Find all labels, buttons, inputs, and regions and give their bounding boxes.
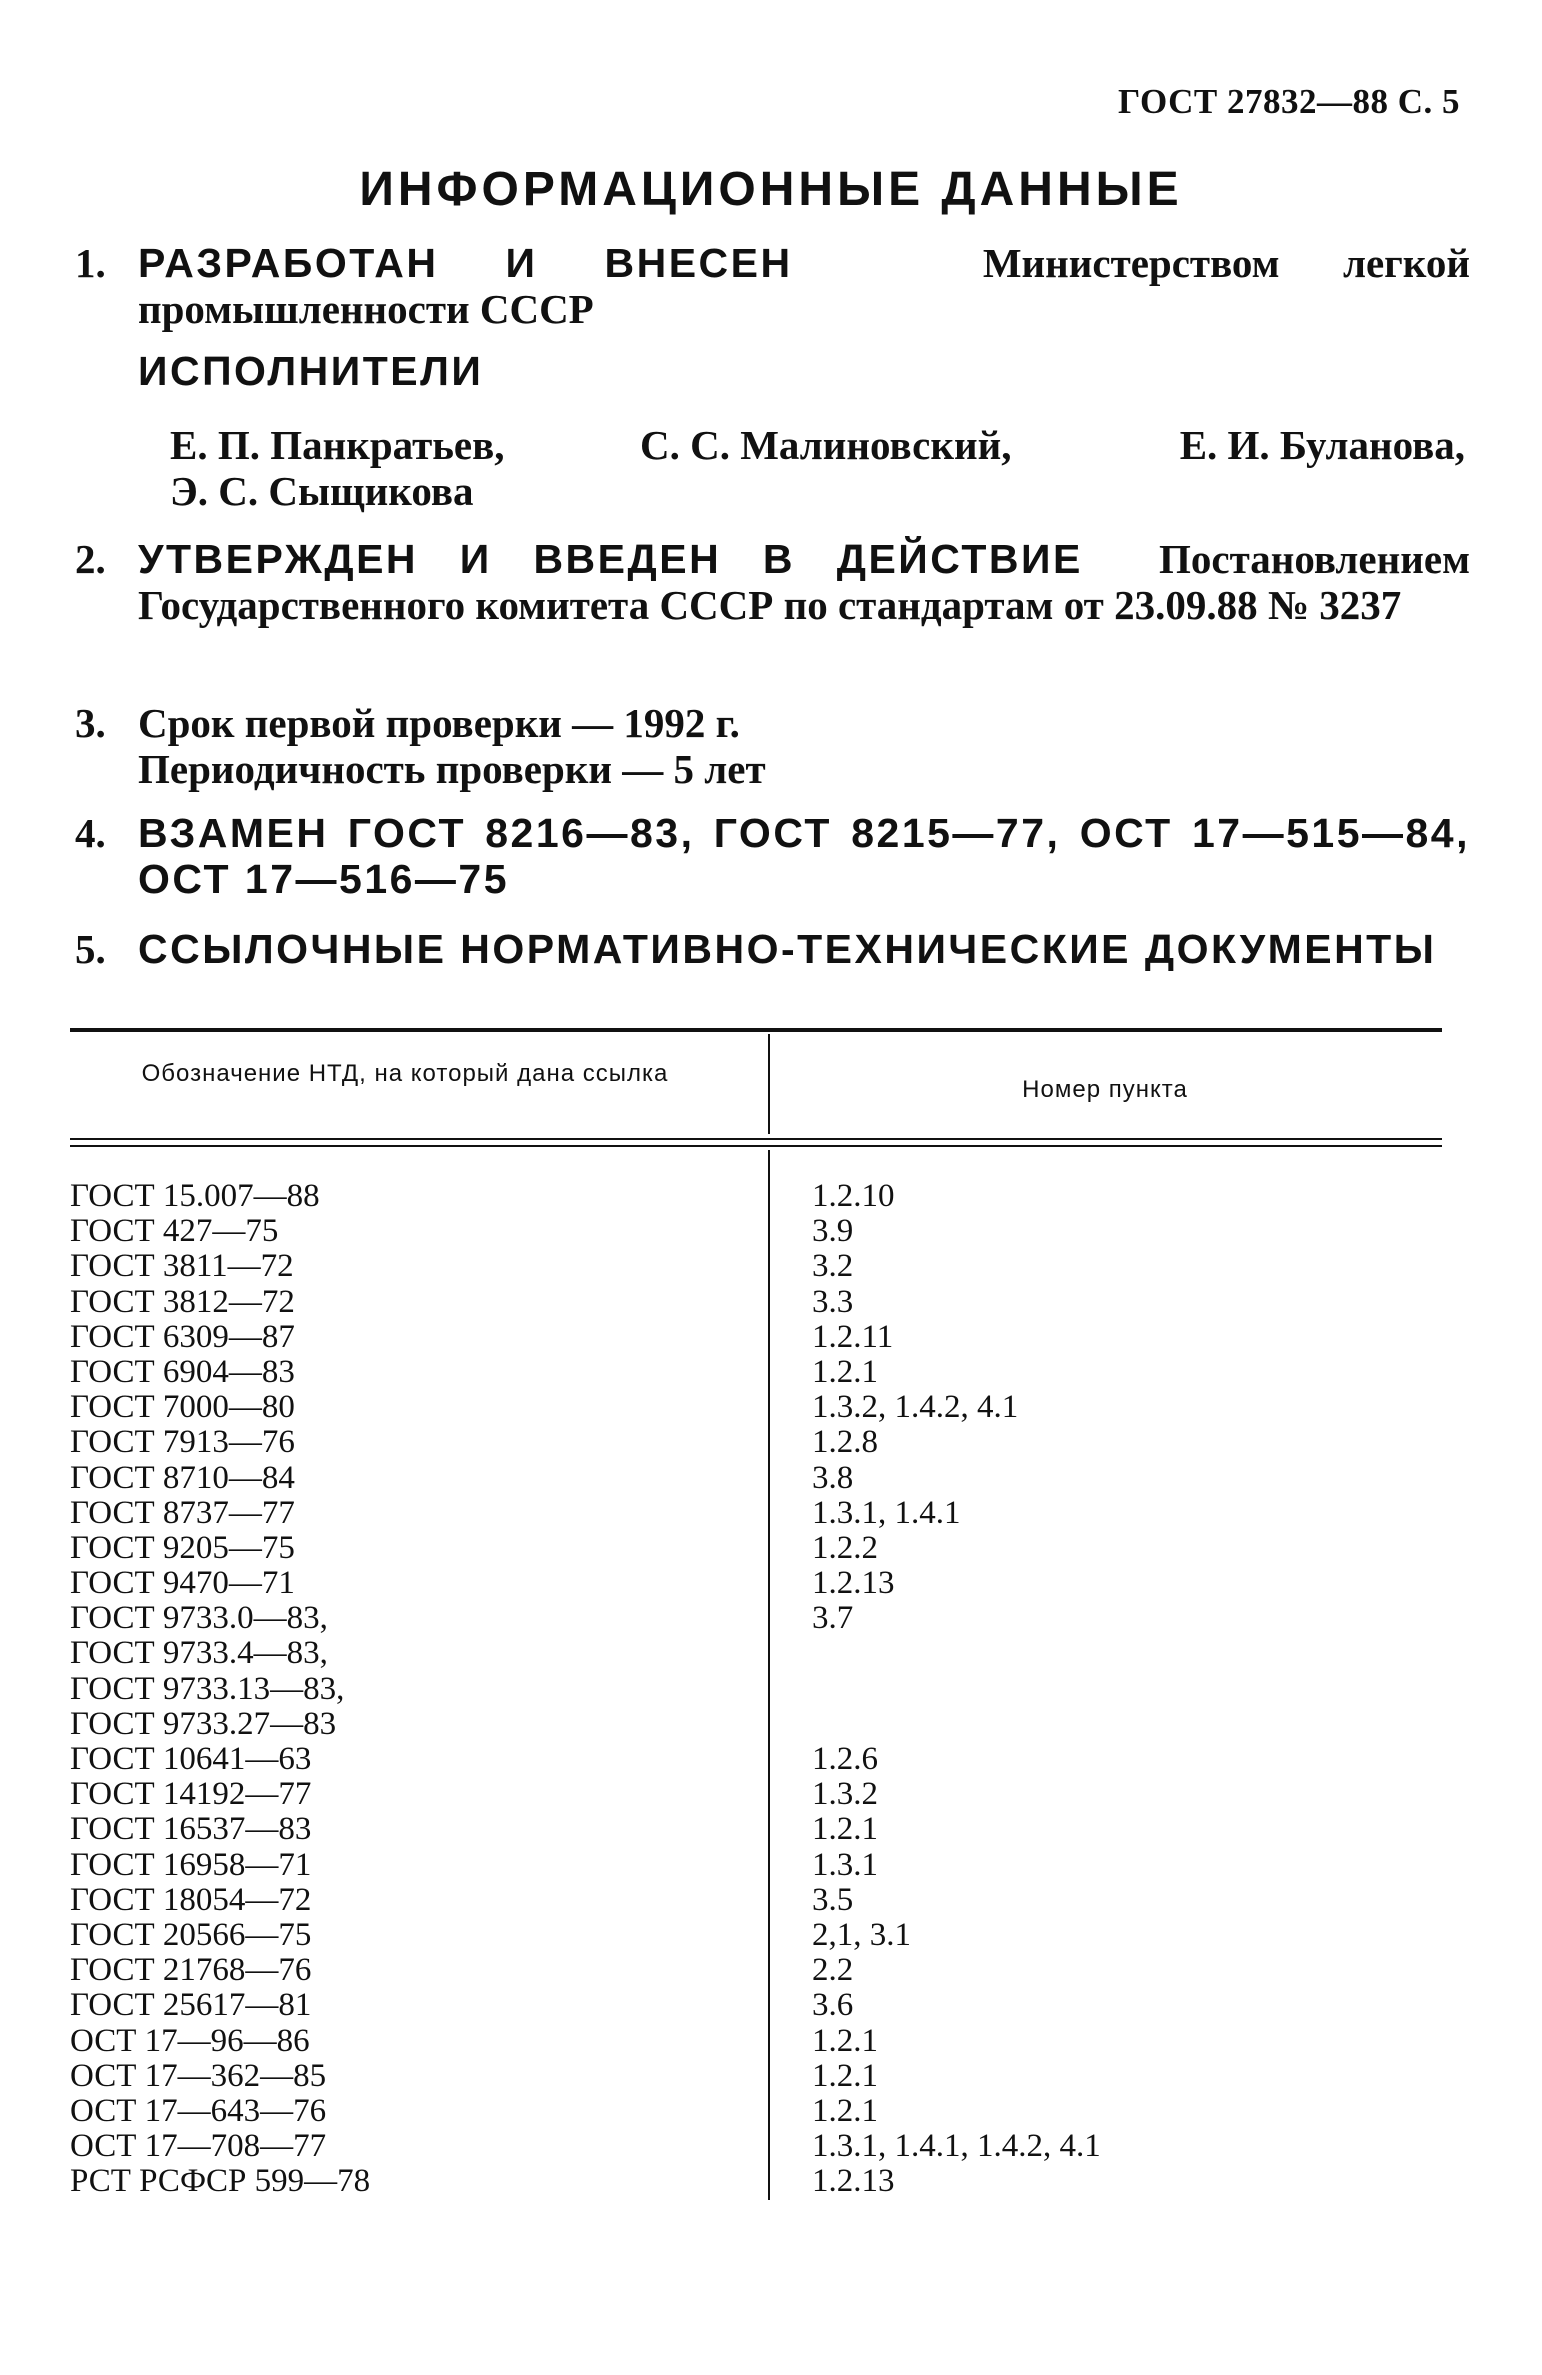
section-number: 2. — [75, 536, 106, 582]
section-number: 1. — [75, 240, 106, 286]
item-number: 1.2.6 — [812, 1741, 878, 1777]
table-row — [0, 1918, 1542, 1953]
table-row — [0, 1601, 1542, 1636]
table-row — [0, 1636, 1542, 1671]
section-text: Постановлением Государственного комитета СССР по стандартам от 23.09.88 № 3237 — [138, 536, 1471, 628]
page-reference: ГОСТ 27832—88 С. 5 — [1118, 82, 1460, 121]
table-row — [0, 1988, 1542, 2023]
document-title: ИНФОРМАЦИОННЫЕ ДАННЫЕ — [359, 163, 1183, 216]
item-number: 1.2.1 — [812, 2022, 878, 2059]
item-number: 1.2.2 — [812, 1529, 878, 1566]
doc-designation: ГОСТ 9470—71 — [70, 1565, 295, 1602]
doc-designation: ГОСТ 18054—72 — [70, 1881, 312, 1918]
doc-designation: ГОСТ 6309—87 — [70, 1318, 295, 1355]
doc-designation: ОСТ 17—708—77 — [70, 2128, 327, 2165]
item-number: 2.2 — [812, 1952, 854, 1989]
doc-designation: РСТ РСФСР 599—78 — [70, 2163, 371, 2200]
doc-designation: ГОСТ 9205—75 — [70, 1529, 295, 1566]
table-header-divider — [768, 1034, 770, 1134]
table-row — [0, 1425, 1542, 1460]
doc-designation: ГОСТ 16958—71 — [70, 1846, 312, 1883]
table-row — [0, 1214, 1542, 1249]
item-number: 3.2 — [812, 1248, 854, 1285]
executor-name: Е. И. Буланова, — [1179, 422, 1465, 468]
table-row — [0, 1461, 1542, 1496]
doc-designation: ОСТ 17—362—85 — [70, 2057, 327, 2094]
table-header-rule — [70, 1138, 1442, 1140]
section-lead: УТВЕРЖДЕН И ВВЕДЕН В ДЕЙСТВИЕ — [138, 536, 1083, 582]
doc-designation: ГОСТ 9733.4—83, — [70, 1635, 328, 1672]
table-row — [0, 1953, 1542, 1988]
item-number: 3.8 — [812, 1459, 854, 1496]
table-header-rule — [70, 1145, 1442, 1147]
item-number: 1.2.13 — [812, 1565, 895, 1602]
doc-designation: ГОСТ 8737—77 — [70, 1494, 295, 1531]
doc-designation: ОСТ 17—643—76 — [70, 2092, 327, 2129]
section-body — [138, 536, 1470, 628]
item-number: 1.3.2, 1.4.2, 4.1 — [812, 1389, 1019, 1426]
section-text: Министерством легкой промышленности СССР — [138, 240, 1471, 332]
table-row — [0, 2094, 1542, 2129]
executor-name: Е. П. Панкратьев, — [170, 422, 505, 468]
item-number: 1.2.1 — [812, 1353, 878, 1390]
table-row — [0, 1848, 1542, 1883]
item-number: 3.6 — [812, 1987, 854, 2024]
section-number: 5. — [75, 926, 106, 972]
table-row — [0, 1496, 1542, 1531]
section-body — [138, 926, 1470, 972]
item-number: 1.2.13 — [812, 2163, 895, 2200]
table-row — [0, 1883, 1542, 1918]
table-row — [0, 1566, 1542, 1601]
item-number: 2,1, 3.1 — [812, 1916, 911, 1953]
executors-list — [170, 422, 1465, 514]
table-row — [0, 1742, 1542, 1777]
doc-designation: ГОСТ 9733.27—83 — [70, 1705, 337, 1742]
table-row — [0, 1777, 1542, 1812]
doc-designation: ГОСТ 25617—81 — [70, 1987, 312, 2024]
item-number: 1.3.2 — [812, 1776, 878, 1813]
table-row — [0, 1320, 1542, 1355]
item-number: 3.9 — [812, 1213, 854, 1250]
item-number: 3.3 — [812, 1283, 854, 1320]
table-row — [0, 1707, 1542, 1742]
item-number: 1.2.1 — [812, 2092, 878, 2129]
doc-designation: ГОСТ 7000—80 — [70, 1389, 295, 1426]
table-row — [0, 2129, 1542, 2164]
table-row — [0, 1531, 1542, 1566]
section-text: ГОСТ 8216—83, ГОСТ 8215—77, ОСТ 17—515—84, ОСТ 17—516—75 — [138, 810, 1470, 902]
section-line: Периодичность проверки — 5 лет — [138, 746, 766, 792]
section-lead: ВЗАМЕН — [138, 810, 329, 856]
section-body — [138, 810, 1470, 902]
table-row — [0, 1672, 1542, 1707]
doc-designation: ГОСТ 9733.13—83, — [70, 1670, 345, 1707]
table-body — [0, 1179, 1542, 2199]
item-number: 1.3.1, 1.4.1, 1.4.2, 4.1 — [812, 2128, 1101, 2165]
table-row — [0, 1355, 1542, 1390]
section-body — [138, 700, 1470, 792]
doc-designation: ГОСТ 3811—72 — [70, 1248, 294, 1285]
item-number: 1.2.1 — [812, 2057, 878, 2094]
item-number: 1.3.1 — [812, 1846, 878, 1883]
doc-designation: ГОСТ 6904—83 — [70, 1353, 295, 1390]
table-header-doc: Обозначение НТД, на который дана ссылка — [141, 1060, 669, 1087]
doc-designation: ОСТ 17—96—86 — [70, 2022, 310, 2059]
executors-heading: ИСПОЛНИТЕЛИ — [138, 348, 484, 394]
section-lead: ССЫЛОЧНЫЕ НОРМАТИВНО-ТЕХНИЧЕСКИЕ ДОКУМЕНТЫ — [138, 926, 1437, 972]
doc-designation: ГОСТ 9733.0—83, — [70, 1600, 328, 1637]
table-row — [0, 2059, 1542, 2094]
item-number: 1.2.1 — [812, 1811, 878, 1848]
item-number: 1.2.8 — [812, 1424, 878, 1461]
table-row — [0, 2024, 1542, 2059]
doc-designation: ГОСТ 427—75 — [70, 1213, 279, 1250]
section-number: 4. — [75, 810, 106, 856]
table-header-item: Номер пункта — [1022, 1076, 1188, 1103]
table-top-rule — [70, 1028, 1442, 1032]
doc-designation: ГОСТ 14192—77 — [70, 1776, 312, 1813]
executor-name: Э. С. Сыщикова — [170, 468, 474, 514]
table-row — [0, 2164, 1542, 2199]
doc-designation: ГОСТ 8710—84 — [70, 1459, 295, 1496]
doc-designation: ГОСТ 10641—63 — [70, 1741, 312, 1777]
doc-designation: ГОСТ 21768—76 — [70, 1952, 312, 1989]
doc-designation: ГОСТ 3812—72 — [70, 1283, 295, 1320]
executor-name: С. С. Малиновский, — [640, 422, 1012, 468]
section-body — [138, 240, 1470, 332]
section-number: 3. — [75, 700, 106, 746]
doc-designation: ГОСТ 7913—76 — [70, 1424, 295, 1461]
item-number: 1.2.11 — [812, 1318, 894, 1355]
item-number: 3.7 — [812, 1600, 854, 1637]
item-number: 1.2.10 — [812, 1178, 895, 1214]
table-row — [0, 1179, 1542, 1214]
table-row — [0, 1812, 1542, 1847]
doc-designation: ГОСТ 15.007—88 — [70, 1178, 320, 1214]
table-row — [0, 1390, 1542, 1425]
section-lead: РАЗРАБОТАН И ВНЕСЕН — [138, 240, 793, 286]
item-number: 1.3.1, 1.4.1 — [812, 1494, 961, 1531]
section-line: Срок первой проверки — 1992 г. — [138, 700, 740, 746]
doc-designation: ГОСТ 20566—75 — [70, 1916, 312, 1953]
table-row — [0, 1249, 1542, 1284]
doc-designation: ГОСТ 16537—83 — [70, 1811, 312, 1848]
item-number: 3.5 — [812, 1881, 854, 1918]
table-row — [0, 1285, 1542, 1320]
